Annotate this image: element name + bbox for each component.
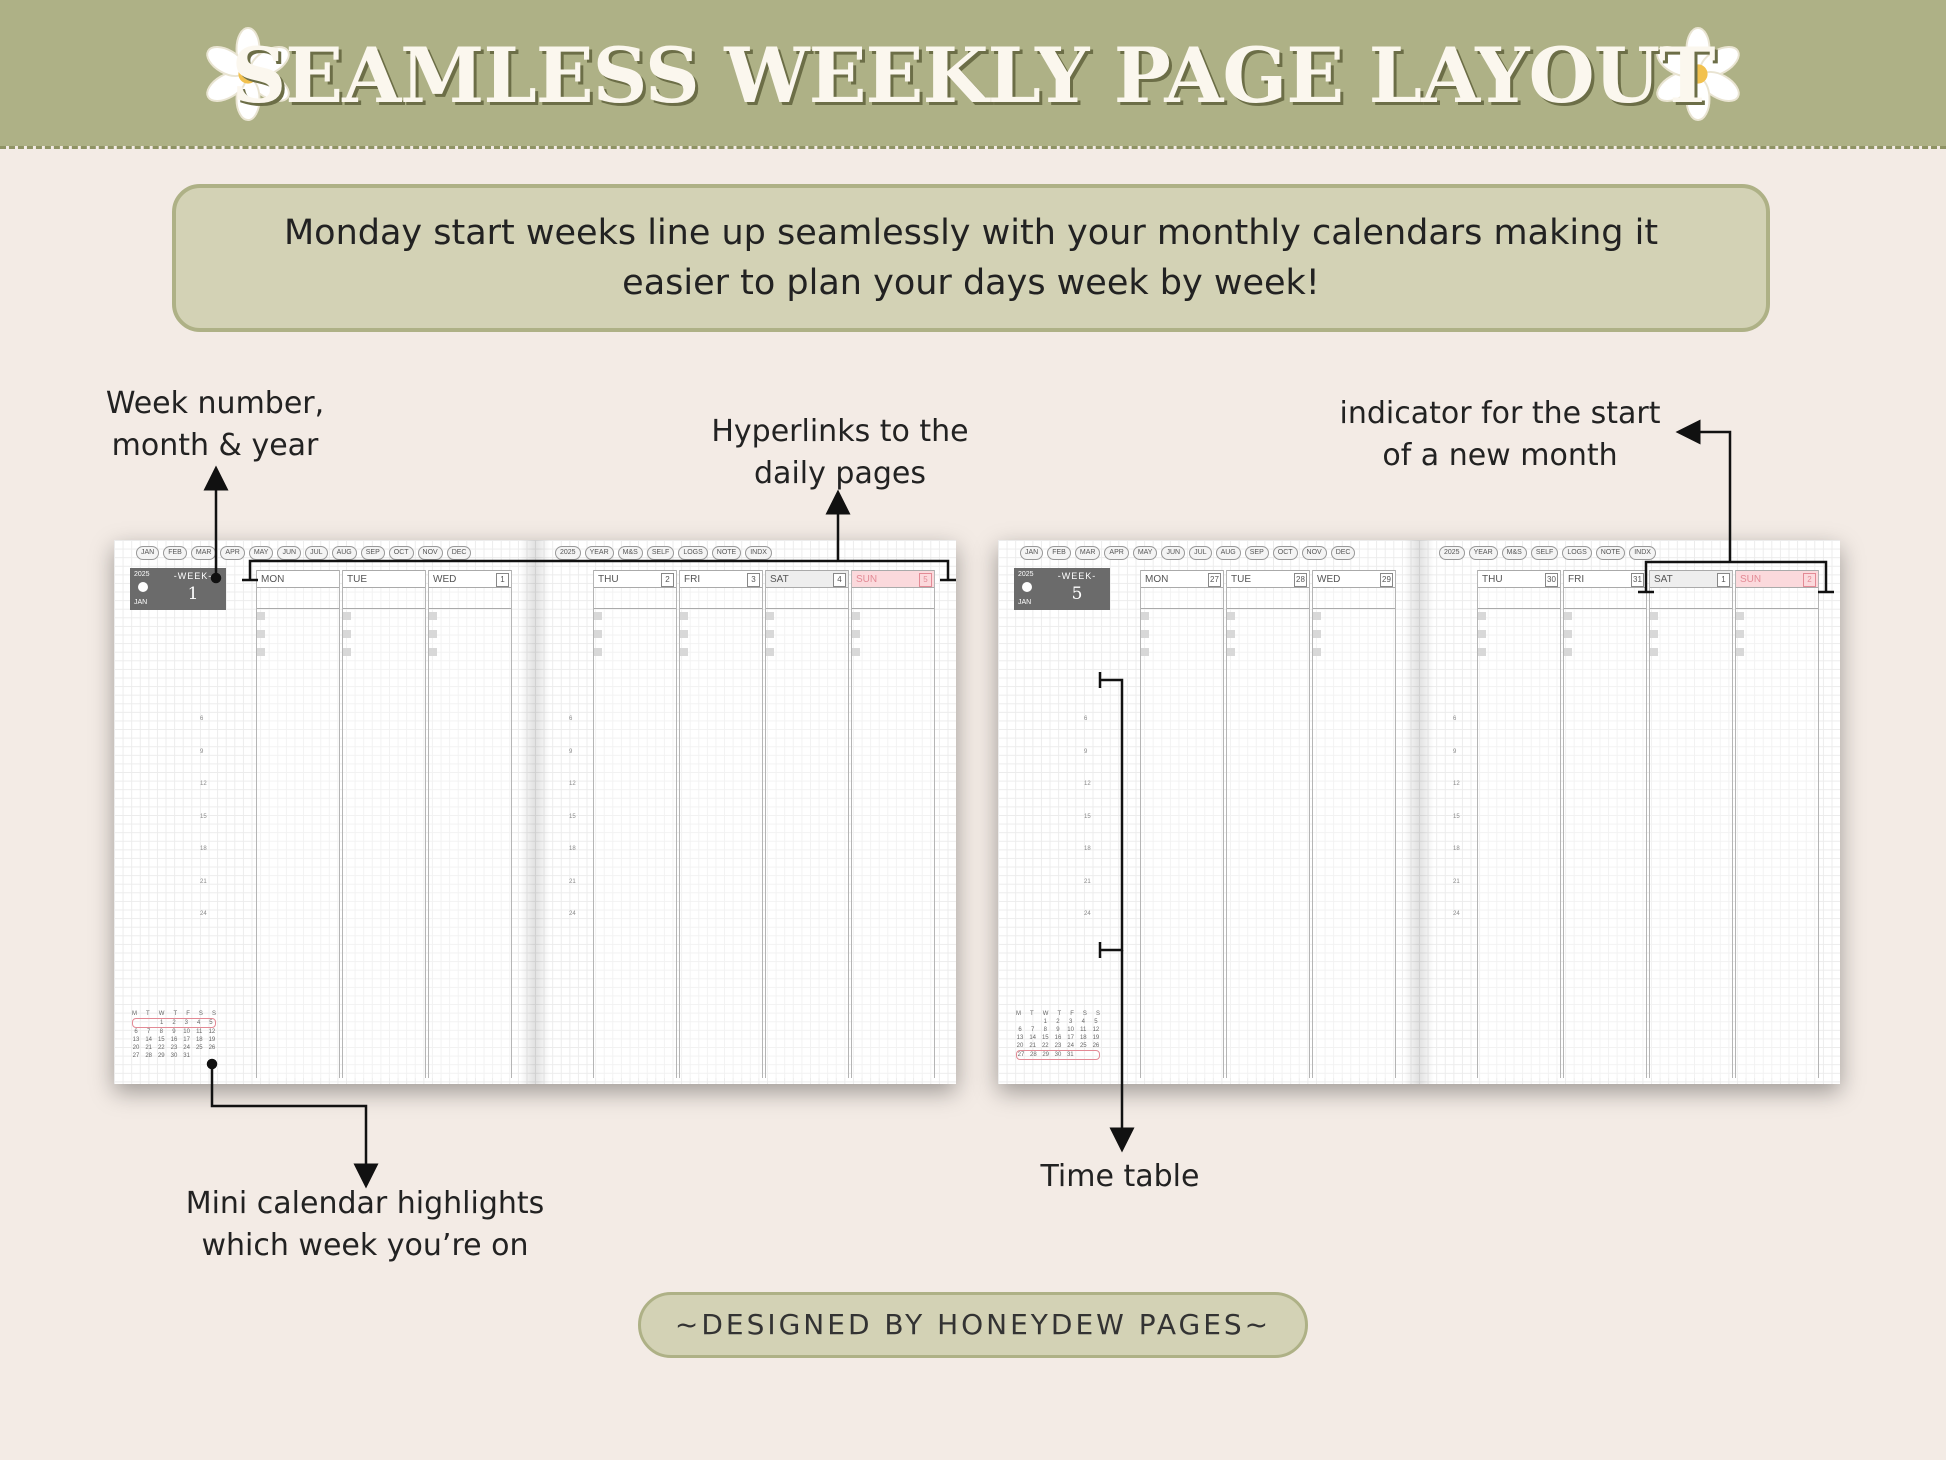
month-tab-feb[interactable]: FEB (1047, 546, 1071, 560)
day-label: FRI (1568, 574, 1585, 585)
intro-text: Monday start weeks line up seamlessly with your monthly calendars making it easier to plan your days week by week! (283, 213, 1659, 303)
mini-weekday: F (186, 1011, 190, 1017)
month-tab-mar[interactable]: MAR (1075, 546, 1101, 560)
day-label: SUN (1740, 574, 1762, 585)
day-label: SAT (770, 574, 789, 585)
time-label: 24 (200, 911, 207, 917)
time-label: 21 (1453, 878, 1460, 885)
section-tab-self[interactable]: SELF (1531, 546, 1559, 560)
month-tab-sep[interactable]: SEP (361, 546, 385, 560)
mini-day: 31 (1066, 1052, 1074, 1058)
mini-weekday: M (1016, 1011, 1021, 1017)
section-tab-logs[interactable]: LOGS (678, 546, 707, 560)
mini-weekday: S (1082, 1011, 1087, 1017)
mini-day: 11 (196, 1029, 203, 1035)
week-month: JAN (134, 599, 148, 606)
time-label: 15 (569, 813, 576, 820)
day-date: 5 (919, 573, 932, 587)
note-mini-calendar-line1: Mini calendar highlights (185, 1186, 545, 1221)
note-month-indicator-line2: of a new month (1382, 438, 1618, 473)
month-tab-nov[interactable]: NOV (418, 546, 443, 560)
time-label: 6 (569, 716, 573, 722)
mini-day: 27 (132, 1053, 140, 1059)
mini-day: 1 (1043, 1019, 1047, 1025)
section-tab-self[interactable]: SELF (647, 546, 675, 560)
mini-day: 25 (195, 1045, 203, 1051)
month-tab-sep[interactable]: SEP (1245, 546, 1269, 560)
mini-weekday: T (146, 1011, 150, 1017)
day-date: 1 (496, 573, 509, 587)
time-label: 18 (1453, 846, 1460, 852)
day-label: SUN (856, 574, 878, 585)
mini-day: 8 (159, 1029, 163, 1035)
time-label: 24 (1084, 911, 1091, 917)
mini-weekday: T (173, 1011, 178, 1017)
mini-day: 18 (195, 1037, 203, 1043)
mini-day: 26 (1092, 1043, 1100, 1049)
week-year: 2025 (1018, 571, 1034, 578)
mini-day: 7 (146, 1029, 151, 1035)
day-label: WED (433, 574, 457, 585)
note-week-number-line2: month & year (111, 428, 319, 463)
mini-day: 24 (183, 1045, 190, 1051)
time-label: 18 (1084, 846, 1091, 852)
note-month-indicator-line1: indicator for the start (1339, 396, 1661, 431)
day-label: MON (1145, 574, 1169, 585)
designer-credit: ~DESIGNED BY HONEYDEW PAGES~ (638, 1292, 1308, 1358)
time-label: 6 (200, 716, 204, 722)
time-label: 9 (200, 748, 204, 755)
note-week-number-line1: Week number, (105, 386, 325, 421)
section-tab-ms[interactable]: M&S (1502, 546, 1527, 560)
mini-day: 19 (1092, 1035, 1100, 1041)
mini-day: 18 (1079, 1035, 1087, 1041)
month-tab-jun[interactable]: JUN (1161, 546, 1185, 560)
time-label: 12 (1453, 781, 1460, 787)
page-title: SEAMLESS WEEKLY PAGE LAYOUT (231, 31, 1715, 120)
mini-day: 29 (1042, 1052, 1049, 1058)
mini-day: 15 (157, 1037, 165, 1043)
note-hyperlinks-line1: Hyperlinks to the (711, 414, 969, 449)
mini-day: 15 (1041, 1035, 1049, 1041)
time-label: 6 (1453, 716, 1457, 722)
time-label: 18 (200, 846, 207, 852)
mini-weekday: F (1070, 1011, 1074, 1017)
mini-day: 12 (1092, 1027, 1100, 1033)
week-label: -WEEK- (1057, 571, 1097, 581)
month-tab-aug[interactable]: AUG (332, 546, 357, 560)
mini-day: 16 (170, 1037, 178, 1043)
day-date: 29 (1380, 573, 1393, 587)
mini-weekday: S (1095, 1011, 1100, 1017)
time-label: 9 (1453, 748, 1457, 755)
mini-day: 23 (170, 1045, 178, 1051)
mini-weekday: W (1042, 1011, 1049, 1017)
mini-day: 23 (1054, 1043, 1062, 1049)
time-label: 21 (1084, 878, 1091, 885)
section-tab-indx[interactable]: INDX (1629, 546, 1656, 560)
day-label: THU (1482, 574, 1503, 585)
day-label: SAT (1654, 574, 1673, 585)
time-label: 21 (569, 878, 576, 885)
week-label: -WEEK- (173, 571, 213, 581)
mini-day: 2 (172, 1020, 176, 1026)
mini-day: 14 (1029, 1035, 1036, 1041)
mini-day: 17 (183, 1037, 190, 1043)
section-tab-year[interactable]: YEAR (1469, 546, 1498, 560)
day-date: 27 (1208, 573, 1221, 587)
mini-weekday: T (1057, 1011, 1062, 1017)
mini-day: 5 (1094, 1019, 1098, 1025)
day-date: 1 (1717, 573, 1730, 587)
section-tab-note[interactable]: NOTE (712, 546, 741, 560)
month-tab-apr[interactable]: APR (220, 546, 244, 560)
section-tab-logs[interactable]: LOGS (1562, 546, 1591, 560)
week-month: JAN (1018, 599, 1032, 606)
day-date: 3 (747, 573, 760, 587)
month-tab-jun[interactable]: JUN (277, 546, 301, 560)
note-hyperlinks-line2: daily pages (754, 456, 926, 491)
section-tab-2025[interactable]: 2025 (1439, 546, 1465, 560)
time-label: 21 (200, 878, 207, 885)
time-label: 15 (1084, 813, 1091, 820)
month-tab-aug[interactable]: AUG (1216, 546, 1241, 560)
day-label: TUE (1231, 574, 1251, 585)
note-time-table: Time table (1040, 1159, 1200, 1194)
mini-day: 20 (132, 1045, 140, 1051)
mini-day: 22 (1041, 1043, 1049, 1049)
day-date: 31 (1631, 573, 1644, 587)
time-label: 12 (200, 781, 207, 787)
time-label: 9 (569, 748, 573, 755)
time-label: 24 (569, 911, 576, 917)
section-tab-note[interactable]: NOTE (1596, 546, 1625, 560)
mini-weekday: T (1030, 1011, 1034, 1017)
section-tab-2025[interactable]: 2025 (555, 546, 581, 560)
month-tab-feb[interactable]: FEB (163, 546, 187, 560)
mini-weekday: M (132, 1011, 137, 1017)
mini-day: 6 (1018, 1027, 1022, 1033)
mini-day: 30 (1054, 1052, 1062, 1058)
day-label: MON (261, 574, 285, 585)
mini-day: 27 (1017, 1052, 1025, 1058)
mini-day: 13 (1016, 1035, 1024, 1041)
week-number: 1 (187, 584, 199, 604)
mini-day: 3 (184, 1020, 188, 1026)
month-tab-apr[interactable]: APR (1104, 546, 1128, 560)
month-tab-jan[interactable]: JAN (136, 546, 159, 560)
time-label: 15 (200, 813, 207, 820)
month-tab-dec[interactable]: DEC (447, 546, 472, 560)
day-date: 4 (833, 573, 846, 587)
mini-day: 3 (1068, 1019, 1073, 1025)
time-label: 12 (569, 781, 576, 787)
month-tab-nov[interactable]: NOV (1302, 546, 1327, 560)
month-tab-dec[interactable]: DEC (1331, 546, 1356, 560)
mini-day: 16 (1054, 1035, 1062, 1041)
mini-day: 2 (1056, 1019, 1060, 1025)
day-date: 28 (1294, 573, 1307, 587)
mini-day: 28 (145, 1053, 152, 1059)
month-tab-jan[interactable]: JAN (1020, 546, 1043, 560)
month-tab-jul[interactable]: JUL (1189, 546, 1211, 560)
mini-day: 1 (159, 1020, 164, 1026)
mini-day: 21 (145, 1045, 152, 1051)
mini-day: 11 (1080, 1027, 1087, 1033)
section-tab-ms[interactable]: M&S (618, 546, 643, 560)
time-label: 9 (1084, 748, 1088, 755)
time-label: 12 (1084, 781, 1091, 787)
week-number: 5 (1071, 584, 1083, 604)
day-label: TUE (347, 574, 367, 585)
mini-day: 28 (1029, 1052, 1037, 1058)
section-tab-indx[interactable]: INDX (745, 546, 772, 560)
section-tab-year[interactable]: YEAR (585, 546, 614, 560)
week-year: 2025 (134, 571, 150, 578)
mini-day: 22 (157, 1045, 165, 1051)
month-tab-oct[interactable]: OCT (1273, 546, 1298, 560)
mini-weekday: S (198, 1011, 203, 1017)
day-label: THU (598, 574, 619, 585)
month-tab-jul[interactable]: JUL (305, 546, 327, 560)
mini-day: 21 (1029, 1043, 1036, 1049)
month-tab-mar[interactable]: MAR (191, 546, 217, 560)
mini-day: 26 (208, 1045, 216, 1051)
mini-day: 29 (157, 1053, 165, 1059)
mini-day: 6 (134, 1029, 138, 1035)
month-tab-oct[interactable]: OCT (389, 546, 414, 560)
month-tab-may[interactable]: MAY (1133, 546, 1158, 560)
time-label: 15 (1453, 813, 1460, 820)
day-date: 2 (1803, 573, 1816, 587)
mini-day: 10 (183, 1029, 190, 1035)
mini-day: 19 (208, 1037, 216, 1043)
mini-day: 4 (196, 1020, 201, 1026)
mini-day: 31 (183, 1053, 190, 1059)
time-label: 24 (1453, 911, 1460, 917)
mini-day: 5 (209, 1020, 213, 1026)
mini-day: 25 (1079, 1043, 1087, 1049)
mini-day: 7 (1030, 1027, 1035, 1033)
mini-day: 30 (170, 1053, 178, 1059)
day-label: WED (1317, 574, 1341, 585)
day-date: 30 (1545, 573, 1558, 587)
mini-day: 10 (1067, 1027, 1074, 1033)
month-tab-may[interactable]: MAY (249, 546, 274, 560)
mini-day: 14 (145, 1037, 152, 1043)
time-label: 18 (569, 846, 576, 852)
mini-weekday: S (211, 1011, 216, 1017)
mini-day: 4 (1081, 1019, 1085, 1025)
mini-day: 24 (1067, 1043, 1074, 1049)
day-label: FRI (684, 574, 701, 585)
mini-day: 9 (172, 1029, 176, 1035)
time-label: 6 (1084, 716, 1088, 722)
mini-day: 12 (208, 1029, 216, 1035)
mini-weekday: W (158, 1011, 165, 1017)
mini-day: 17 (1067, 1035, 1074, 1041)
mini-day: 20 (1016, 1043, 1024, 1049)
mini-day: 8 (1043, 1027, 1047, 1033)
note-mini-calendar-line2: which week you’re on (201, 1228, 529, 1263)
mini-day: 9 (1056, 1027, 1060, 1033)
mini-day: 13 (132, 1037, 140, 1043)
day-date: 2 (661, 573, 674, 587)
